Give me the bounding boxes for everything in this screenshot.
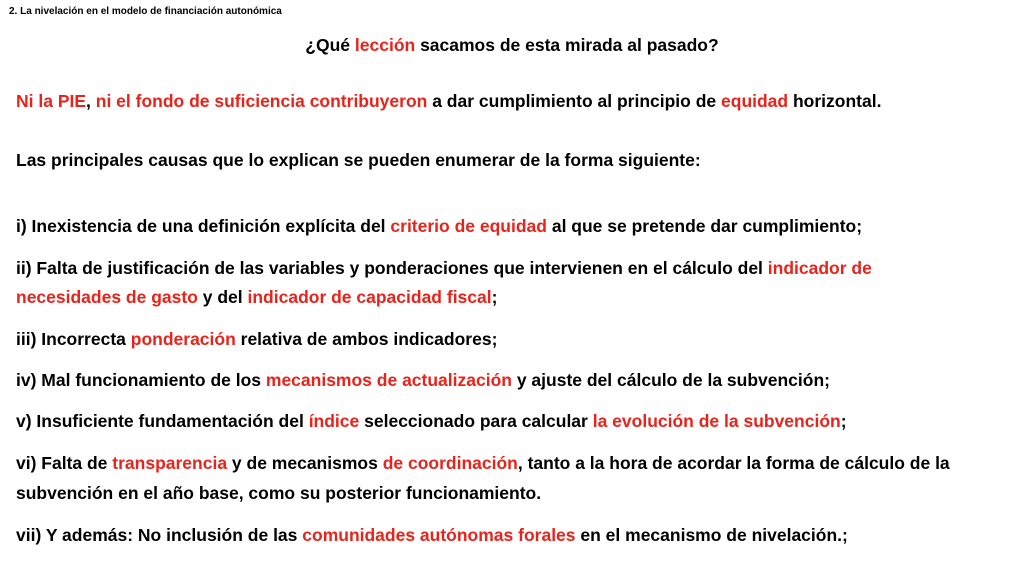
cause-item-v: v) Insuficiente fundamentación del índice seleccionado para calcular la evolución de la subvención; <box>16 411 847 431</box>
cause-item-vi: vi) Falta de transparencia y de mecanismos de coordinación, tanto a la hora de acordar la forma de cálculo de la <box>16 453 950 473</box>
cause-item-iv: iv) Mal funcionamiento de los mecanismos de actualización y ajuste del cálculo de la subvención; <box>16 370 830 390</box>
cause-item-ii-continued: necesidades de gasto y del indicador de capacidad fiscal; <box>16 287 498 307</box>
cause-item-iii: iii) Incorrecta ponderación relativa de ambos indicadores; <box>16 329 498 349</box>
cause-item-vi-continued: subvención en el año base, como su posterior funcionamiento. <box>16 483 542 503</box>
section-header: 2. La nivelación en el modelo de financiación autonómica <box>9 6 282 17</box>
cause-item-ii: ii) Falta de justificación de las variables y ponderaciones que intervienen en el cálculo del indicador de <box>16 258 872 278</box>
cause-item-i: i) Inexistencia de una definición explícita del criterio de equidad al que se pretende dar cumplimiento; <box>16 216 863 236</box>
slide-title: ¿Qué lección sacamos de esta mirada al pasado? <box>305 35 719 55</box>
thesis-statement: Ni la PIE, ni el fondo de suficiencia contribuyeron a dar cumplimiento al principio de equidad horizontal. <box>16 91 882 111</box>
causes-intro: Las principales causas que lo explican se pueden enumerar de la forma siguiente: <box>16 150 701 170</box>
cause-item-vii: vii) Y además: No inclusión de las comunidades autónomas forales en el mecanismo de nivelación.; <box>16 525 848 545</box>
